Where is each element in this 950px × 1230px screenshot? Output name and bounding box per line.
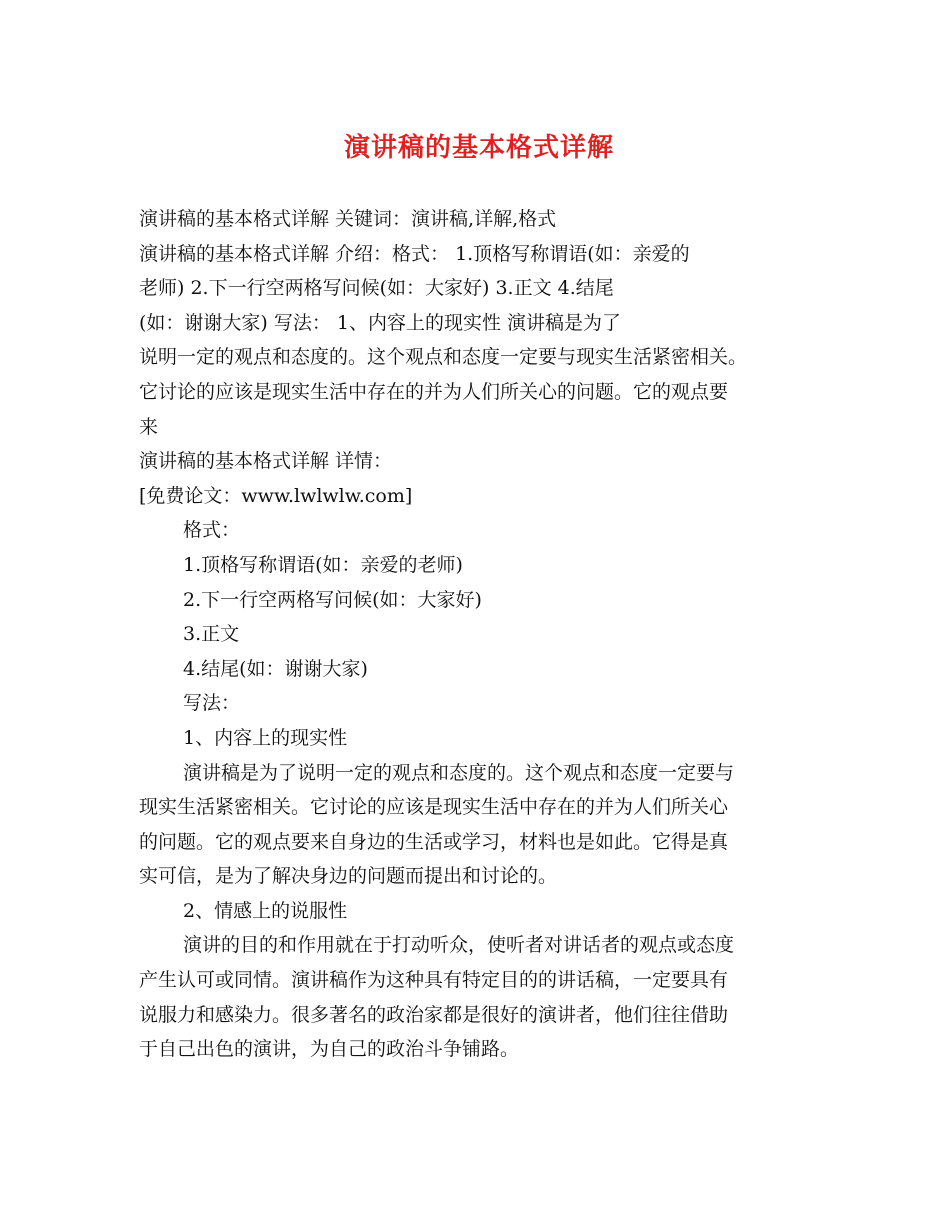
- keywords-line: 演讲稿的基本格式详解 关键词：演讲稿,详解,格式: [139, 208, 557, 230]
- format-item: 1.顶格写称谓语(如：亲爱的老师): [183, 553, 463, 576]
- writing-heading: 写法：: [183, 692, 241, 715]
- intro-line: 演讲稿的基本格式详解 介绍：格式： 1.顶格写称谓语(如：亲爱的: [139, 242, 690, 265]
- section-heading: 1、内容上的现实性: [183, 726, 348, 749]
- document-body: [139, 202, 819, 1067]
- section-heading: 2、情感上的说服性: [183, 899, 348, 922]
- paragraph-line: 实可信，是为了解决身边的问题而提出和讨论的。: [139, 865, 558, 888]
- format-item: 3.正文: [183, 623, 240, 646]
- intro-line: 老师) 2.下一行空两格写问候(如：大家好) 3.正文 4.结尾: [139, 277, 614, 300]
- paragraph-line: 演讲稿是为了说明一定的观点和态度的。这个观点和态度一定要与: [183, 761, 735, 784]
- source-link[interactable]: [免费论文：www.lwlwlw.com]: [139, 484, 413, 507]
- format-item: 2.下一行空两格写问候(如：大家好): [183, 588, 482, 611]
- paragraph-line: 的问题。它的观点要来自身边的生活或学习，材料也是如此。它得是真: [139, 830, 729, 853]
- paragraph-line: 产生认可或同情。演讲稿作为这种具有特定目的的讲话稿，一定要具有: [139, 969, 729, 992]
- paragraph-line: 于自己出色的演讲，为自己的政治斗争铺路。: [139, 1038, 520, 1061]
- paragraph-line: 现实生活紧密相关。它讨论的应该是现实生活中存在的并为人们所关心: [139, 796, 729, 819]
- intro-line: 说明一定的观点和态度的。这个观点和态度一定要与现实生活紧密相关。: [139, 346, 748, 369]
- intro-line: 来: [139, 415, 159, 438]
- intro-line: (如：谢谢大家) 写法： 1、内容上的现实性 演讲稿是为了: [139, 311, 622, 334]
- format-item: 4.结尾(如：谢谢大家): [183, 657, 368, 680]
- paragraph-line: 演讲的目的和作用就在于打动听众，使听者对讲话者的观点或态度: [183, 934, 735, 957]
- document-title: 演讲稿的基本格式详解: [343, 133, 614, 163]
- details-line: 演讲稿的基本格式详解 详情：: [139, 450, 393, 473]
- paragraph-line: 说服力和感染力。很多著名的政治家都是很好的演讲者，他们往往借助: [139, 1003, 729, 1026]
- format-heading: 格式：: [183, 519, 241, 542]
- intro-line: 它讨论的应该是现实生活中存在的并为人们所关心的问题。它的观点要: [139, 380, 729, 403]
